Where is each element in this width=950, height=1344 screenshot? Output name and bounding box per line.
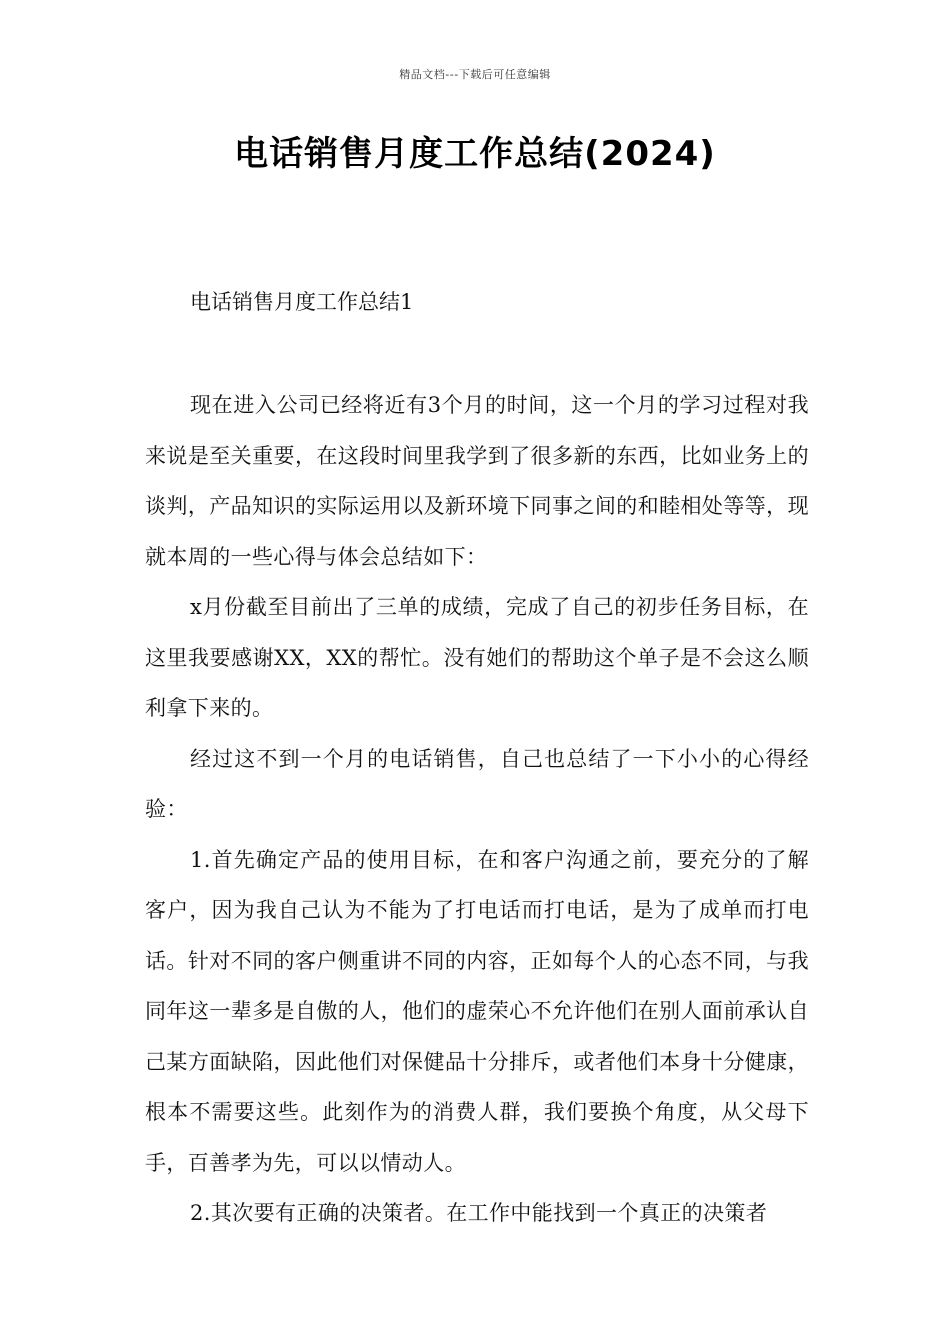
section-heading: 电话销售月度工作总结1: [190, 290, 414, 314]
paragraph: 经过这不到一个月的电话销售，自己也总结了一下小小的心得经验：: [145, 746, 809, 821]
paragraph: 2.其次要有正确的决策者。在工作中能找到一个真正的决策者: [190, 1201, 768, 1225]
page-title: 电话销售月度工作总结(2024): [234, 134, 716, 174]
paragraph: x月份截至目前出了三单的成绩，完成了自己的初步任务目标，在这里我要感谢XX，XX的帮忙。没有她们的帮助这个单子是不会这么顺利拿下来的。: [145, 595, 809, 720]
document-body: [145, 380, 809, 1239]
paragraph: 现在进入公司已经将近有3个月的时间，这一个月的学习过程对我来说是至关重要，在这段时间里我学到了很多新的东西，比如业务上的谈判，产品知识的实际运用以及新环境下同事之间的和睦相处等等，现就本周的一些心得与体会总结如下：: [145, 393, 809, 569]
header-note: 精品文档---下载后可任意编辑: [399, 68, 551, 81]
paragraph: 1.首先确定产品的使用目标，在和客户沟通之前，要充分的了解客户，因为我自己认为不能为了打电话而打电话，是为了成单而打电话。针对不同的客户侧重讲不同的内容，正如每个人的心态不同，与我同年这一辈多是自傲的人，他们的虚荣心不允许他们在别人面前承认自己某方面缺陷，因此他们对保健品十分排斥，或者他们本身十分健康，根本不需要这些。此刻作为的消费人群，我们要换个角度，从父母下手，百善孝为先，可以以情动人。: [145, 847, 809, 1175]
